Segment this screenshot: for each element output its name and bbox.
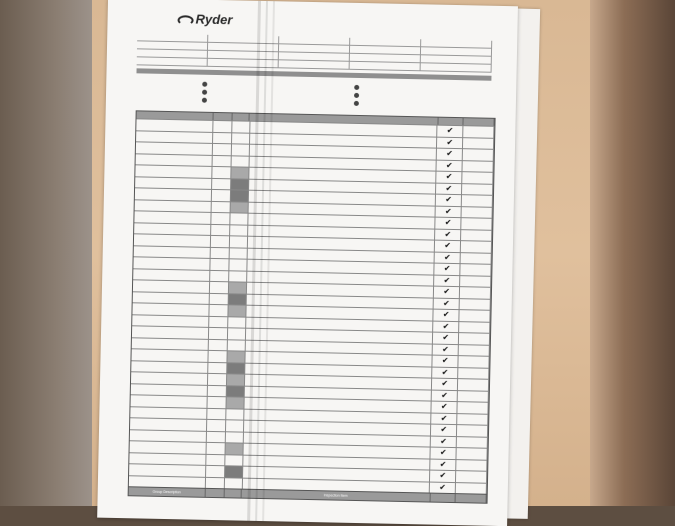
check-mark-icon: ✔ xyxy=(435,241,461,252)
group-cell xyxy=(131,395,208,407)
code-cell xyxy=(210,282,230,293)
shade-cell xyxy=(228,340,246,351)
header-field-cell xyxy=(350,62,421,70)
check-mark-icon: ✔ xyxy=(433,344,459,355)
group-cell xyxy=(134,234,211,246)
code-cell xyxy=(206,477,226,488)
check-mark-icon: ✔ xyxy=(433,310,459,321)
group-cell xyxy=(133,269,210,281)
tf-group: Group Description xyxy=(129,487,206,497)
note-cell xyxy=(461,207,493,218)
shade-cell xyxy=(232,133,250,144)
header-field-cell xyxy=(350,46,421,54)
check-mark-icon: ✔ xyxy=(431,413,457,424)
tf-shade xyxy=(225,489,242,497)
inspection-table xyxy=(128,110,496,503)
shade-cell xyxy=(232,144,250,155)
group-cell xyxy=(131,349,208,361)
check-mark-icon: ✔ xyxy=(436,183,462,194)
tf-ok xyxy=(431,494,456,503)
shade-cell xyxy=(229,305,247,316)
check-mark-icon: ✔ xyxy=(437,149,463,160)
group-cell xyxy=(132,315,209,327)
check-mark-icon: ✔ xyxy=(431,436,457,447)
header-field-cell xyxy=(421,55,492,63)
note-cell xyxy=(462,149,494,160)
code-cell xyxy=(209,316,229,327)
code-cell xyxy=(207,385,227,396)
code-cell xyxy=(211,201,231,212)
check-mark-icon: ✔ xyxy=(433,333,459,344)
group-cell xyxy=(132,326,209,338)
note-cell xyxy=(456,471,488,482)
note-cell xyxy=(462,184,494,195)
shade-cell xyxy=(227,386,245,397)
legend-bullets-right xyxy=(354,85,360,109)
group-cell xyxy=(136,131,213,143)
check-mark-icon: ✔ xyxy=(434,252,460,263)
code-cell xyxy=(211,213,231,224)
group-cell xyxy=(132,303,209,315)
shade-cell xyxy=(229,282,247,293)
code-cell xyxy=(210,259,230,270)
code-cell xyxy=(206,454,226,465)
check-mark-icon: ✔ xyxy=(435,206,461,217)
shade-cell xyxy=(231,179,249,190)
shade-cell xyxy=(230,225,248,236)
instruction-notes xyxy=(136,75,491,107)
shade-cell xyxy=(227,374,245,385)
header-field-cell xyxy=(350,38,421,46)
code-cell xyxy=(206,466,226,477)
check-mark-icon: ✔ xyxy=(431,402,457,413)
code-cell xyxy=(210,247,230,258)
shade-cell xyxy=(228,351,246,362)
note-cell xyxy=(455,483,487,494)
check-mark-icon: ✔ xyxy=(430,471,456,482)
check-mark-icon: ✔ xyxy=(432,390,458,401)
group-cell xyxy=(130,418,207,430)
shade-cell xyxy=(226,455,244,466)
bullet-icon xyxy=(354,85,359,90)
note-cell xyxy=(461,218,493,229)
code-cell xyxy=(208,374,228,385)
note-cell xyxy=(460,241,492,252)
bullet-icon xyxy=(202,82,207,87)
group-cell xyxy=(136,142,213,154)
note-cell xyxy=(458,368,490,379)
check-mark-icon: ✔ xyxy=(434,264,460,275)
code-cell xyxy=(209,293,229,304)
th-shade xyxy=(233,113,250,120)
bullet-icon xyxy=(202,98,207,103)
code-cell xyxy=(210,270,230,281)
shade-cell xyxy=(233,121,251,132)
code-cell xyxy=(211,224,231,235)
logo-text: Ryder xyxy=(195,11,233,28)
group-cell xyxy=(135,188,212,200)
group-cell xyxy=(131,372,208,384)
note-cell xyxy=(463,126,495,137)
bullet-icon xyxy=(354,101,359,106)
shade-cell xyxy=(228,363,246,374)
code-cell xyxy=(212,178,232,189)
check-mark-icon: ✔ xyxy=(434,287,460,298)
shade-cell xyxy=(226,443,244,454)
note-cell xyxy=(458,333,490,344)
note-cell xyxy=(457,379,489,390)
th-note xyxy=(463,118,494,126)
note-cell xyxy=(459,287,491,298)
note-cell xyxy=(457,402,489,413)
header-field-cell xyxy=(279,44,350,52)
inspection-form-sheet xyxy=(97,0,518,526)
shade-cell xyxy=(229,294,247,305)
tf-code xyxy=(206,489,225,497)
ryder-logo xyxy=(177,11,232,27)
code-cell xyxy=(212,155,232,166)
header-field-cell xyxy=(208,51,279,59)
header-field-cell xyxy=(137,33,208,41)
check-mark-icon: ✔ xyxy=(437,137,463,148)
group-cell xyxy=(131,361,208,373)
shade-cell xyxy=(226,420,244,431)
header-field-cell xyxy=(137,49,208,57)
note-cell xyxy=(462,138,494,149)
note-cell xyxy=(460,253,492,264)
note-cell xyxy=(456,460,488,471)
note-cell xyxy=(462,161,494,172)
check-mark-icon: ✔ xyxy=(435,218,461,229)
code-cell xyxy=(213,132,233,143)
header-field-cell xyxy=(137,41,208,49)
check-mark-icon: ✔ xyxy=(432,356,458,367)
th-ok xyxy=(438,118,463,126)
header-field-cell xyxy=(279,52,350,60)
shade-cell xyxy=(231,213,249,224)
shade-cell xyxy=(227,409,245,420)
check-mark-icon: ✔ xyxy=(434,298,460,309)
shade-cell xyxy=(231,202,249,213)
shade-cell xyxy=(225,466,243,477)
tf-item: Inspection Item xyxy=(242,490,431,502)
code-cell xyxy=(212,144,232,155)
group-cell xyxy=(135,165,212,177)
note-cell xyxy=(456,425,488,436)
note-cell xyxy=(459,310,491,321)
group-cell xyxy=(129,464,206,476)
group-cell xyxy=(132,338,209,350)
note-cell xyxy=(461,230,493,241)
note-cell xyxy=(460,276,492,287)
group-cell xyxy=(130,430,207,442)
code-cell xyxy=(212,190,232,201)
code-cell xyxy=(211,236,231,247)
note-cell xyxy=(461,195,493,206)
shade-cell xyxy=(229,317,247,328)
header-field-cell xyxy=(421,63,492,71)
header-field-cell xyxy=(421,39,492,47)
code-cell xyxy=(213,121,233,132)
note-cell xyxy=(456,437,488,448)
group-cell xyxy=(136,154,213,166)
group-cell xyxy=(134,223,211,235)
check-mark-icon: ✔ xyxy=(433,321,459,332)
code-cell xyxy=(206,443,226,454)
tf-note xyxy=(456,494,487,503)
group-cell xyxy=(130,441,207,453)
note-cell xyxy=(456,448,488,459)
note-cell xyxy=(457,414,489,425)
header-field-cell xyxy=(279,60,350,68)
header-field-cell xyxy=(350,54,421,62)
code-cell xyxy=(212,167,232,178)
group-cell xyxy=(130,407,207,419)
background-right xyxy=(590,0,675,506)
group-cell xyxy=(136,119,213,131)
check-mark-icon: ✔ xyxy=(436,172,462,183)
note-cell xyxy=(460,264,492,275)
code-cell xyxy=(209,328,229,339)
shade-cell xyxy=(232,167,250,178)
header-field-cell xyxy=(279,36,350,44)
code-cell xyxy=(207,408,227,419)
note-cell xyxy=(457,391,489,402)
group-cell xyxy=(134,211,211,223)
shade-cell xyxy=(230,248,248,259)
table-body xyxy=(129,118,495,493)
group-cell xyxy=(129,476,206,488)
check-mark-icon: ✔ xyxy=(434,275,460,286)
shade-cell xyxy=(230,236,248,247)
check-mark-icon: ✔ xyxy=(435,229,461,240)
header-field-cell xyxy=(137,57,208,65)
header-field-cell xyxy=(208,59,279,67)
check-mark-icon: ✔ xyxy=(430,459,456,470)
note-cell xyxy=(458,356,490,367)
group-cell xyxy=(131,384,208,396)
code-cell xyxy=(207,420,227,431)
group-cell xyxy=(135,200,212,212)
shade-cell xyxy=(232,156,250,167)
check-mark-icon: ✔ xyxy=(430,482,456,493)
document-code xyxy=(466,17,506,18)
code-cell xyxy=(209,305,229,316)
note-cell xyxy=(459,322,491,333)
code-cell xyxy=(206,431,226,442)
shade-cell xyxy=(227,397,245,408)
header-field-cell xyxy=(208,35,279,43)
code-cell xyxy=(207,397,227,408)
note-cell xyxy=(462,172,494,183)
legend-bullets-left xyxy=(202,82,208,106)
header-field-cell xyxy=(208,43,279,51)
logo-swoosh-icon xyxy=(177,15,193,25)
shade-cell xyxy=(228,328,246,339)
check-mark-icon: ✔ xyxy=(436,195,462,206)
shade-cell xyxy=(231,190,249,201)
check-mark-icon: ✔ xyxy=(432,367,458,378)
header-field-cell xyxy=(421,47,492,55)
code-cell xyxy=(208,362,228,373)
note-cell xyxy=(458,345,490,356)
form-header-fields xyxy=(137,33,493,72)
check-mark-icon: ✔ xyxy=(430,448,456,459)
shade-cell xyxy=(225,478,243,489)
check-mark-icon: ✔ xyxy=(432,379,458,390)
group-cell xyxy=(134,246,211,258)
th-code xyxy=(214,113,233,120)
background-left xyxy=(0,0,92,506)
group-cell xyxy=(135,177,212,189)
shade-cell xyxy=(230,271,248,282)
shade-cell xyxy=(226,432,244,443)
shade-cell xyxy=(230,259,248,270)
check-mark-icon: ✔ xyxy=(437,126,463,137)
group-cell xyxy=(129,453,206,465)
note-cell xyxy=(459,299,491,310)
bullet-icon xyxy=(354,93,359,98)
check-mark-icon: ✔ xyxy=(431,425,457,436)
check-mark-icon: ✔ xyxy=(436,160,462,171)
code-cell xyxy=(208,351,228,362)
bullet-icon xyxy=(202,90,207,95)
group-cell xyxy=(133,280,210,292)
code-cell xyxy=(208,339,228,350)
group-cell xyxy=(133,257,210,269)
group-cell xyxy=(133,292,210,304)
